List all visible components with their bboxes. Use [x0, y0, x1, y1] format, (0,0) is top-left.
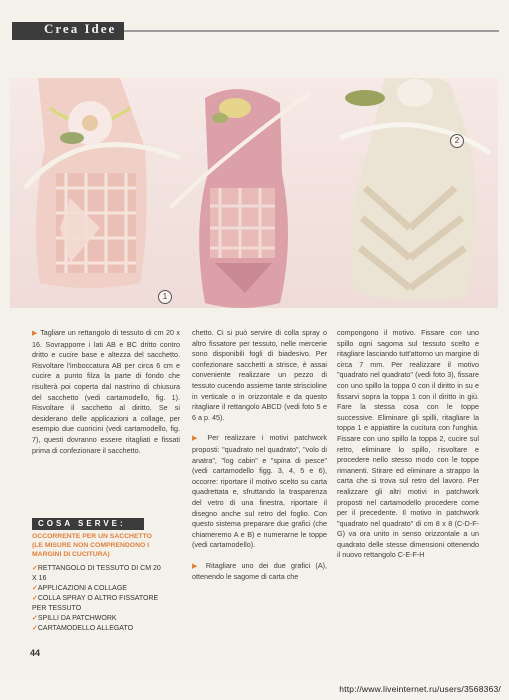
check-icon: ✓ — [32, 585, 38, 592]
materials-heading: OCCORRENTE PER UN SACCHETTO (LE MISURE NON COMPRENDONO I MARGINI DI CUCITURA) — [32, 533, 152, 558]
check-icon: ✓ — [32, 565, 38, 572]
paragraph: ▶ Per realizzare i motivi patchwork proposti: "quadrato nel quadrato", "volo di anatra", "log cabin" e "spina di pesce" (vedi cartamodello figg. 3, 4, 5 e 6), occorre: riportare il motivo scelto su carta quadrettata e, sfruttando la trasparenza del vetro di una finestra, riportare il disegno anche sul retro del foglio. Con questo sistema preparare due grafici (che chiameremo A e B) e numerarne le toppe (vedi cartamodello). — [192, 433, 327, 550]
list-item: ✓CARTAMODELLO ALLEGATO — [32, 625, 134, 632]
list-item: ✓APPLICAZIONI A COLLAGE — [32, 585, 127, 592]
paragraph: ▶ Tagliare un rettangolo di tessuto di cm 20 x 16. Sovrapporre i lati AB e BC dritto contro dritto e cucire base e altezza del sacchetto. Risvoltare l'imboccatura AB per circa 6 cm e cucire a punto filza la parte di fondo che risulterà poi coperta dal nastrino di chiusura del sacchetto (vedi cartamodello, fig. 1). Risvoltare il sacchetto al diritto. Se si desiderano delle applicazioni a collage, per esempio due cuoricini (vedi cartamodello, fig. 7), questi dovranno essere ritagliati e fissati prima di confezionare il sacchetto. — [32, 328, 181, 455]
text-column-3 — [337, 328, 479, 561]
section-title: Crea Idee — [44, 21, 117, 36]
header-rule — [124, 30, 499, 32]
bullet-icon: ▶ — [192, 435, 208, 443]
sachet-3 — [340, 78, 490, 301]
check-icon: ✓ — [32, 625, 38, 632]
sachet-1 — [25, 78, 180, 288]
sachet-2 — [170, 89, 310, 308]
check-icon: ✓ — [32, 615, 38, 622]
paragraph: chetto. Ci si può servire di colla spray o altro fissatore per tessuto, nelle mercerie sono disponibili fogli di biadesivo. Per confezionare sacchetti a strisce, è assai conveniente realizzare un pezzo di tessuto cucendo assieme tante striscioline in verticale o in orizzontale e da questo ritagliare il rettangolo ABCD (vedi foto 5 e 6 a p. 45). — [192, 328, 327, 422]
bullet-icon: ▶ — [32, 330, 41, 337]
materials-list — [32, 564, 162, 634]
check-icon: ✓ — [32, 595, 38, 602]
photo-label-1: 1 — [158, 290, 172, 304]
list-item: ✓RETTANGOLO DI TESSUTO DI CM 20 X 16 — [32, 565, 161, 582]
text-column-2 — [192, 328, 327, 583]
paragraph: compongono il motivo. Fissare con uno spillo ogni sagoma sul tessuto scelto e ritagliare lasciando tutt'attorno un margine di circa 7 mm. Per realizzare il motivo "quadrato nel quadrato" (vedi foto 3), fissare con uno spillo la toppa 0 con il diritto in su e fissarvi sopra la toppa 1 con il diritto in giù. Fare la stessa cosa con le toppe successive. Eliminare gli spilli, ritagliare la toppa 1 e appiattire la cucitura con l'unghia. Fissare con uno spillo la toppa 2, cucire sul retro, eliminare lo spillo, risvoltare e procedere nello stesso modo con le toppe rimanenti. Stirare ed eliminare a strappo la carta che si trova sul retro del lavoro. Per realizzare gli altri motivi in patchwork proposti nel cartamodello procedere come per il precedente. Il motivo in patchwork "quadrato nel quadrato" di cm 8 x 8 (C-D-F-G) va ora unito in senso orizzontale a un quadrato delle stesse dimensioni ottenendo il nuovo rettangolo C-E-F-H — [337, 328, 479, 560]
materials-box-title: COSA SERVE: — [32, 518, 144, 530]
materials-box — [32, 532, 162, 634]
text-column-1 — [32, 328, 180, 456]
list-item: ✓COLLA SPRAY O ALTRO FISSATORE PER TESSUTO — [32, 595, 159, 612]
product-photo — [10, 78, 498, 308]
list-item: ✓SPILLI DA PATCHWORK — [32, 615, 117, 622]
page-number: 44 — [30, 648, 41, 658]
photo-label-2: 2 — [450, 134, 464, 148]
bullet-icon: ▶ — [192, 562, 206, 570]
sachets-illustration — [10, 78, 498, 308]
paragraph: ▶ Ritagliare uno dei due grafici (A), ottenendo le sagome di carta che — [192, 560, 328, 582]
footer-url[interactable]: http://www.liveinternet.ru/users/3568363/ — [339, 684, 501, 694]
